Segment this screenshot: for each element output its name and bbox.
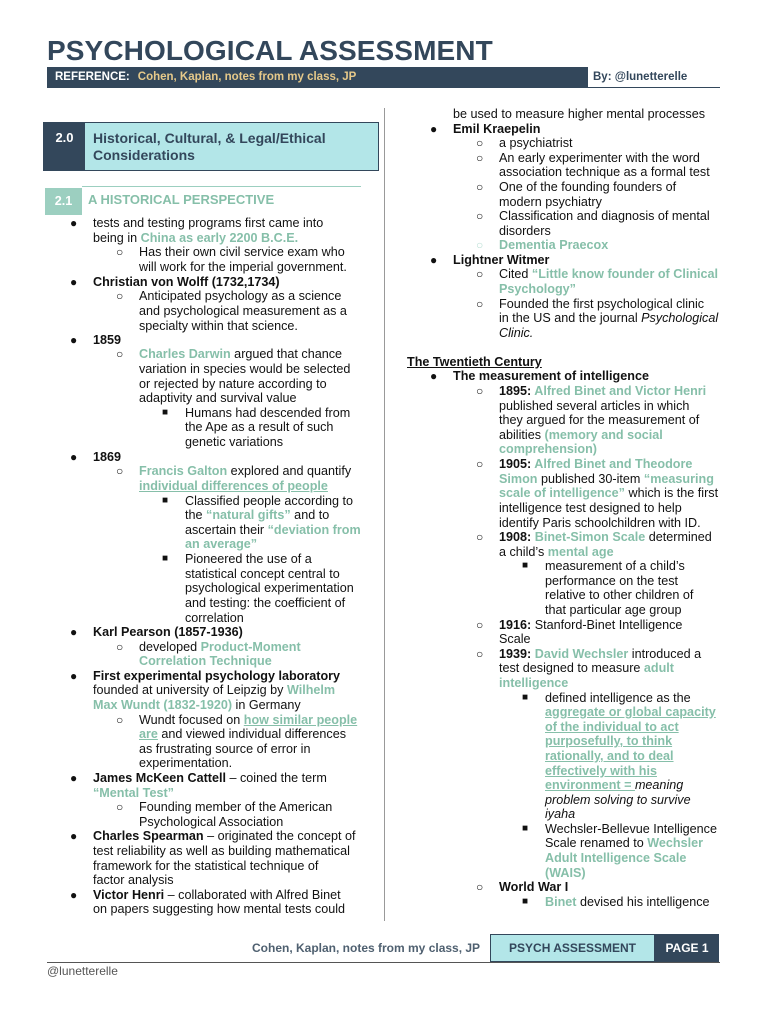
- text-line: and psychological measurement as a: [139, 304, 347, 318]
- text-line: be used to measure higher mental processes: [453, 107, 706, 121]
- text-line: of the individual to act: [545, 720, 679, 734]
- text-line: Francis Galton explored and quantify: [139, 464, 352, 478]
- text-line: intelligence: [499, 676, 569, 690]
- text-line: problem solving to survive: [545, 793, 691, 807]
- bullet-icon: ●: [430, 369, 438, 383]
- text-line: experimentation.: [139, 756, 233, 770]
- text-line: intelligence test designed to help: [499, 501, 682, 515]
- text-line: purposefully, to think: [545, 734, 673, 748]
- text-line: they argued for the measurement of: [499, 413, 700, 427]
- text-line: Has their own civil service exam who: [139, 245, 345, 259]
- bullet-icon: ●: [70, 771, 78, 785]
- text-line: Classified people according to: [185, 494, 354, 508]
- bullet-icon: ●: [70, 216, 78, 230]
- text-line: 1869: [93, 450, 122, 464]
- document-title: PSYCHOLOGICAL ASSESSMENT: [47, 35, 493, 66]
- text-line: variation in species would be selected: [139, 362, 351, 376]
- text-line: 1859: [93, 333, 122, 347]
- text-line: a psychiatrist: [499, 136, 573, 150]
- text-line: 1908: Binet-Simon Scale determined: [499, 530, 712, 544]
- bullet-icon: ●: [70, 829, 78, 843]
- square-bullet-icon: ■: [522, 896, 529, 907]
- bullet-icon: ●: [70, 625, 78, 639]
- text-line: Wundt focused on how similar people: [139, 713, 358, 727]
- text-line: Christian von Wolff (1732,1734): [93, 275, 280, 289]
- text-line: 1939: David Wechsler introduced a: [499, 647, 702, 661]
- text-line: ascertain their “deviation from: [185, 523, 361, 537]
- text-line: Lightner Witmer: [453, 253, 550, 267]
- circle-bullet-icon: ○: [476, 384, 484, 398]
- circle-bullet-icon: ○: [116, 800, 124, 814]
- text-line: genetic variations: [185, 435, 284, 449]
- section-heading: [43, 122, 379, 171]
- text-line: test reliability as well as building mathematical: [93, 844, 350, 858]
- text-line: World War I: [499, 880, 569, 894]
- square-bullet-icon: ■: [162, 553, 169, 564]
- text-line: as frustrating source of error in: [139, 742, 311, 756]
- text-line: are and viewed individual differences: [139, 727, 347, 741]
- circle-bullet-icon: ○: [476, 136, 484, 150]
- text-line: Wechsler-Bellevue Intelligence: [545, 822, 717, 836]
- text-line: association technique as a formal test: [499, 165, 710, 179]
- bullet-icon: ●: [430, 253, 438, 267]
- text-line: Psychology”: [499, 282, 576, 296]
- text-line: or rejected by nature according to: [139, 377, 327, 391]
- text-line: An early experimenter with the word: [499, 151, 700, 165]
- text-line: being in China as early 2200 B.C.E.: [93, 231, 299, 245]
- text-line: in the US and the journal Psychological: [499, 311, 719, 325]
- text-line: Simon published 30-item “measuring: [499, 472, 714, 486]
- text-line: performance on the test: [545, 574, 679, 588]
- reference-value: Cohen, Kaplan, notes from my class, JP: [137, 71, 357, 83]
- text-line: environment = meaning: [545, 778, 684, 792]
- circle-bullet-icon: ○: [476, 297, 484, 311]
- circle-bullet-icon: ○: [476, 880, 484, 894]
- circle-bullet-icon: ○: [476, 267, 484, 281]
- text-line: that particular age group: [545, 603, 682, 617]
- text-line: relative to other children of: [545, 588, 694, 602]
- text-line: measurement of a child’s: [545, 559, 685, 573]
- circle-bullet-icon: ○: [116, 245, 124, 259]
- text-line: Dementia Praecox: [499, 238, 609, 252]
- text-line: the Ape as a result of such: [185, 420, 334, 434]
- text-line: Scale: [499, 632, 531, 646]
- text-line: James McKeen Cattell – coined the term: [93, 771, 327, 785]
- circle-bullet-icon: ○: [116, 347, 124, 361]
- text-line: tests and testing programs first came into: [93, 216, 324, 230]
- text-line: Founding member of the American: [139, 800, 333, 814]
- circle-bullet-icon: ○: [476, 180, 484, 194]
- bullet-icon: ●: [430, 122, 438, 136]
- square-bullet-icon: ■: [162, 407, 169, 418]
- text-line: Clinic.: [499, 326, 534, 340]
- author-handle: @lunetterelle: [47, 964, 118, 978]
- text-line: Emil Kraepelin: [453, 122, 541, 136]
- text-line: (WAIS): [545, 866, 586, 880]
- text-line: Charles Spearman – originated the concept of: [93, 829, 356, 843]
- text-line: identify Paris schoolchildren with ID.: [499, 516, 701, 530]
- page-number: PAGE 1: [655, 934, 719, 962]
- square-bullet-icon: ■: [522, 560, 529, 571]
- text-line: published several articles in which: [499, 399, 690, 413]
- circle-bullet-icon: ○: [476, 238, 484, 252]
- text-line: a child’s mental age: [499, 545, 614, 559]
- text-line: Anticipated psychology as a science: [139, 289, 342, 303]
- footer-subject: PSYCH ASSESSMENT: [490, 934, 655, 962]
- text-line: and testing: the coefficient of: [185, 596, 346, 610]
- text-line: the “natural gifts” and to: [185, 508, 330, 522]
- circle-bullet-icon: ○: [116, 713, 124, 727]
- subsection-title: A HISTORICAL PERSPECTIVE: [88, 192, 275, 207]
- text-line: Cited “Little know founder of Clinical: [499, 267, 719, 281]
- section-title-line: Historical, Cultural, & Legal/Ethical: [93, 130, 326, 146]
- text-line: Psychological Association: [139, 815, 284, 829]
- bullet-icon: ●: [70, 450, 78, 464]
- bullet-icon: ●: [70, 669, 78, 683]
- text-line: Pioneered the use of a: [185, 552, 312, 566]
- text-line: Binet devised his intelligence: [545, 895, 710, 909]
- text-line: Max Wundt (1832-1920) in Germany: [93, 698, 301, 712]
- text-line: framework for the statistical technique of: [93, 859, 319, 873]
- text-line: The measurement of intelligence: [453, 369, 649, 383]
- text-line: developed Product-Moment: [139, 640, 301, 654]
- circle-bullet-icon: ○: [116, 464, 124, 478]
- reference-label: REFERENCE:: [55, 71, 130, 83]
- square-bullet-icon: ■: [522, 823, 529, 834]
- text-line: abilities (memory and social: [499, 428, 663, 442]
- subsection-number: 2.1: [45, 188, 82, 215]
- text-line: Classification and diagnosis of mental: [499, 209, 710, 223]
- text-line: 1905: Alfred Binet and Theodore: [499, 457, 693, 471]
- circle-bullet-icon: ○: [476, 530, 484, 544]
- text-line: effectively with his: [545, 764, 657, 778]
- circle-bullet-icon: ○: [476, 647, 484, 661]
- circle-bullet-icon: ○: [476, 209, 484, 223]
- text-line: modern psychiatry: [499, 195, 602, 209]
- text-line: 1916: Stanford-Binet Intelligence: [499, 618, 683, 632]
- text-line: correlation: [185, 611, 244, 625]
- text-line: Founded the first psychological clinic: [499, 297, 705, 311]
- circle-bullet-icon: ○: [476, 151, 484, 165]
- bullet-icon: ●: [70, 275, 78, 289]
- text-line: factor analysis: [93, 873, 174, 887]
- text-line: adaptivity and survival value: [139, 391, 297, 405]
- text-line: rationally, and to deal: [545, 749, 674, 763]
- footer-reference: Cohen, Kaplan, notes from my class, JP: [252, 941, 481, 955]
- column-divider: [384, 108, 385, 921]
- text-line: will work for the imperial government.: [139, 260, 347, 274]
- reference-bar: [47, 67, 588, 88]
- text-line: test designed to measure adult: [499, 661, 675, 675]
- text-line: iyaha: [545, 807, 576, 821]
- text-line: statistical concept central to: [185, 567, 340, 581]
- text-line: 1895: Alfred Binet and Victor Henri: [499, 384, 707, 398]
- square-bullet-icon: ■: [522, 692, 529, 703]
- circle-bullet-icon: ○: [476, 618, 484, 632]
- text-line: psychological experimentation: [185, 581, 354, 595]
- bullet-icon: ●: [70, 333, 78, 347]
- text-line: aggregate or global capacity: [545, 705, 716, 719]
- section-title-line: Considerations: [93, 147, 195, 163]
- footer-rule: [47, 962, 720, 963]
- text-line: Humans had descended from: [185, 406, 351, 420]
- text-line: individual differences of people: [139, 479, 328, 493]
- circle-bullet-icon: ○: [476, 457, 484, 471]
- text-line: defined intelligence as the: [545, 691, 691, 705]
- text-line: Adult Intelligence Scale: [545, 851, 687, 865]
- section-number: 2.0: [44, 123, 85, 170]
- text-line: comprehension): [499, 442, 597, 456]
- text-line: on papers suggesting how mental tests could: [93, 902, 346, 916]
- text-line: Victor Henri – collaborated with Alfred Binet: [93, 888, 341, 902]
- text-line: Karl Pearson (1857-1936): [93, 625, 243, 639]
- text-line: Correlation Technique: [139, 654, 272, 668]
- text-line: First experimental psychology laboratory: [93, 669, 341, 683]
- section-title: [93, 130, 373, 164]
- square-bullet-icon: ■: [162, 495, 169, 506]
- text-line: specialty within that science.: [139, 319, 298, 333]
- text-line: One of the founding founders of: [499, 180, 677, 194]
- text-line: Scale renamed to Wechsler: [545, 836, 703, 850]
- text-line: founded at university of Leipzig by Wilhelm: [93, 683, 336, 697]
- text-line: an average”: [185, 537, 258, 551]
- byline: By: @lunetterelle: [588, 67, 720, 88]
- text-line: scale of intelligence” which is the first: [499, 486, 719, 500]
- circle-bullet-icon: ○: [116, 289, 124, 303]
- subsection-rule: [82, 186, 361, 187]
- circle-bullet-icon: ○: [116, 640, 124, 654]
- subheading: The Twentieth Century: [407, 355, 542, 369]
- text-line: disorders: [499, 224, 551, 238]
- text-line: “Mental Test”: [93, 786, 174, 800]
- text-line: Charles Darwin argued that chance: [139, 347, 343, 361]
- bullet-icon: ●: [70, 888, 78, 902]
